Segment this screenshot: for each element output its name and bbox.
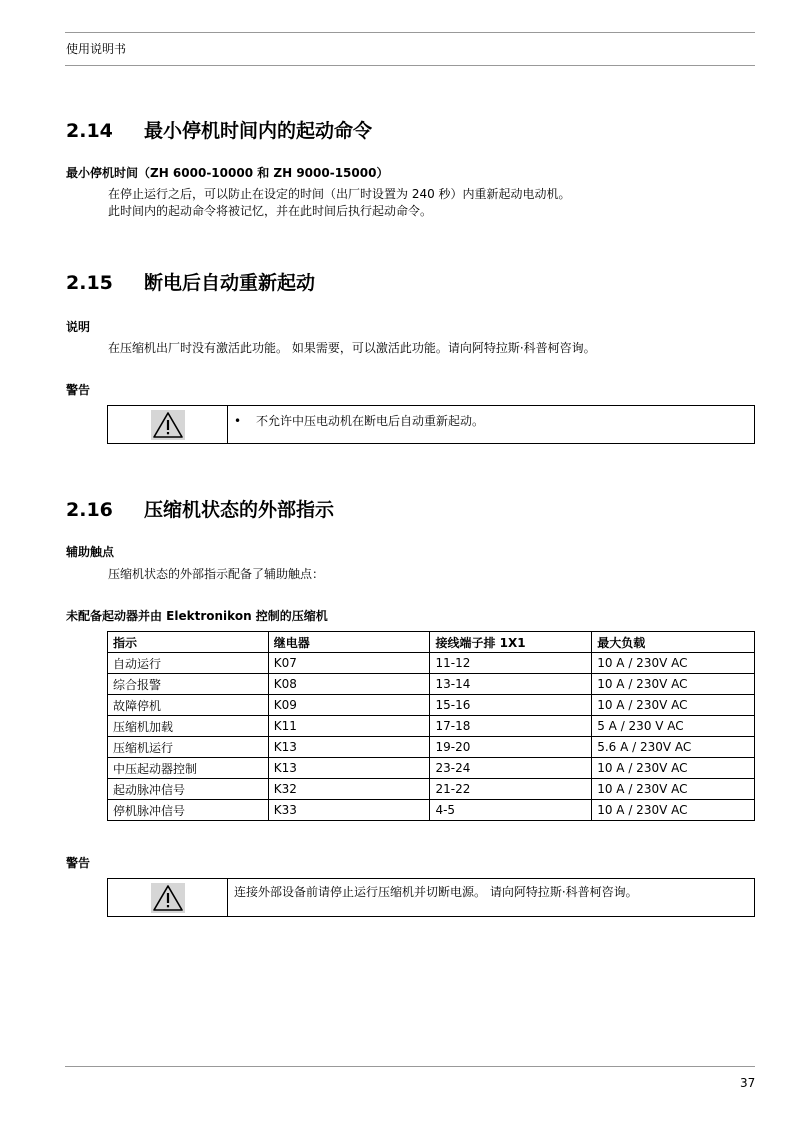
table-cell: K32 (268, 779, 430, 800)
table-cell: 21-22 (430, 779, 592, 800)
section-2-14-heading (66, 116, 372, 143)
warning-label: 警告 (66, 856, 91, 870)
warning-icon-cell (108, 879, 228, 916)
section-title: 压缩机状态的外部指示 (144, 499, 335, 521)
warning-icon-cell (108, 406, 228, 443)
table-cell: K09 (268, 695, 430, 716)
table-row (108, 737, 755, 758)
note-paragraph: 在压缩机出厂时没有激活此功能。 如果需要，可以激活此功能。请向阿特拉斯·科普柯咨询。 (108, 341, 596, 355)
table-cell: 10 A / 230V AC (592, 800, 755, 821)
column-header-relay: 继电器 (268, 632, 430, 653)
table-cell: 10 A / 230V AC (592, 695, 755, 716)
column-header-terminal: 接线端子排 1X1 (430, 632, 592, 653)
table-row (108, 674, 755, 695)
column-header-max-load: 最大负载 (592, 632, 755, 653)
warning-box (107, 878, 755, 917)
note-label: 说明 (66, 320, 91, 334)
table-row (108, 779, 755, 800)
table-cell: 停机脉冲信号 (108, 800, 269, 821)
section-title: 断电后自动重新起动 (144, 272, 316, 294)
document-header-title: 使用说明书 (66, 42, 127, 56)
table-cell: 4-5 (430, 800, 592, 821)
table-cell: K13 (268, 758, 430, 779)
table-cell: K33 (268, 800, 430, 821)
warning-triangle-icon (151, 883, 185, 913)
table-cell: 10 A / 230V AC (592, 779, 755, 800)
table-header-row (108, 632, 755, 653)
aux-contacts-label: 辅助触点 (66, 545, 115, 559)
header-top-rule (65, 32, 755, 33)
aux-contacts-paragraph: 压缩机状态的外部指示配备了辅助触点： (108, 567, 325, 581)
table-cell: K08 (268, 674, 430, 695)
section-number: 2.16 (66, 499, 113, 521)
page-number: 37 (740, 1076, 756, 1090)
table-row (108, 716, 755, 737)
table-cell: 10 A / 230V AC (592, 653, 755, 674)
section-title: 最小停机时间内的起动命令 (144, 120, 373, 142)
min-stop-time-paragraph (108, 186, 571, 220)
table-cell: 综合报警 (108, 674, 269, 695)
section-2-16-heading (66, 495, 334, 522)
table-cell: K07 (268, 653, 430, 674)
table-cell: 5 A / 230 V AC (592, 716, 755, 737)
table-cell: 13-14 (430, 674, 592, 695)
warning-text-cell (228, 406, 754, 443)
table-cell: 17-18 (430, 716, 592, 737)
table-row (108, 758, 755, 779)
table-cell: 23-24 (430, 758, 592, 779)
table-cell: K13 (268, 737, 430, 758)
bullet: • (234, 414, 242, 428)
table-cell: 压缩机运行 (108, 737, 269, 758)
section-2-15-heading (66, 268, 315, 295)
table-cell: 起动脉冲信号 (108, 779, 269, 800)
warning-triangle-icon (151, 410, 185, 440)
table-cell: 故障停机 (108, 695, 269, 716)
column-header-indication: 指示 (108, 632, 269, 653)
table-cell: 11-12 (430, 653, 592, 674)
table-cell: 压缩机加载 (108, 716, 269, 737)
table-cell: 5.6 A / 230V AC (592, 737, 755, 758)
table-cell: 10 A / 230V AC (592, 674, 755, 695)
min-stop-time-subheading: 最小停机时间（ZH 6000-10000 和 ZH 9000-15000） (66, 166, 389, 180)
table-cell: 10 A / 230V AC (592, 758, 755, 779)
table-caption: 未配备起动器并由 Elektronikon 控制的压缩机 (66, 609, 328, 623)
warning-box (107, 405, 755, 444)
warning-label: 警告 (66, 383, 91, 397)
paragraph-line: 此时间内的起动命令将被记忆，并在此时间后执行起动命令。 (108, 204, 433, 218)
section-number: 2.15 (66, 272, 113, 294)
table-row (108, 695, 755, 716)
warning-text: 连接外部设备前请停止运行压缩机并切断电源。 请向阿特拉斯·科普柯咨询。 (234, 885, 638, 899)
table-cell: 自动运行 (108, 653, 269, 674)
header-bottom-rule (65, 65, 755, 66)
table-cell: 15-16 (430, 695, 592, 716)
footer-rule (65, 1066, 755, 1067)
table-row (108, 653, 755, 674)
signal-table (107, 631, 755, 821)
table-cell: 19-20 (430, 737, 592, 758)
table-cell: K11 (268, 716, 430, 737)
warning-text-cell (228, 879, 754, 916)
warning-text: 不允许中压电动机在断电后自动重新起动。 (256, 414, 485, 428)
section-number: 2.14 (66, 120, 113, 142)
paragraph-line: 在停止运行之后，可以防止在设定的时间（出厂时设置为 240 秒）内重新起动电动机。 (108, 187, 571, 201)
table-row (108, 800, 755, 821)
table-cell: 中压起动器控制 (108, 758, 269, 779)
